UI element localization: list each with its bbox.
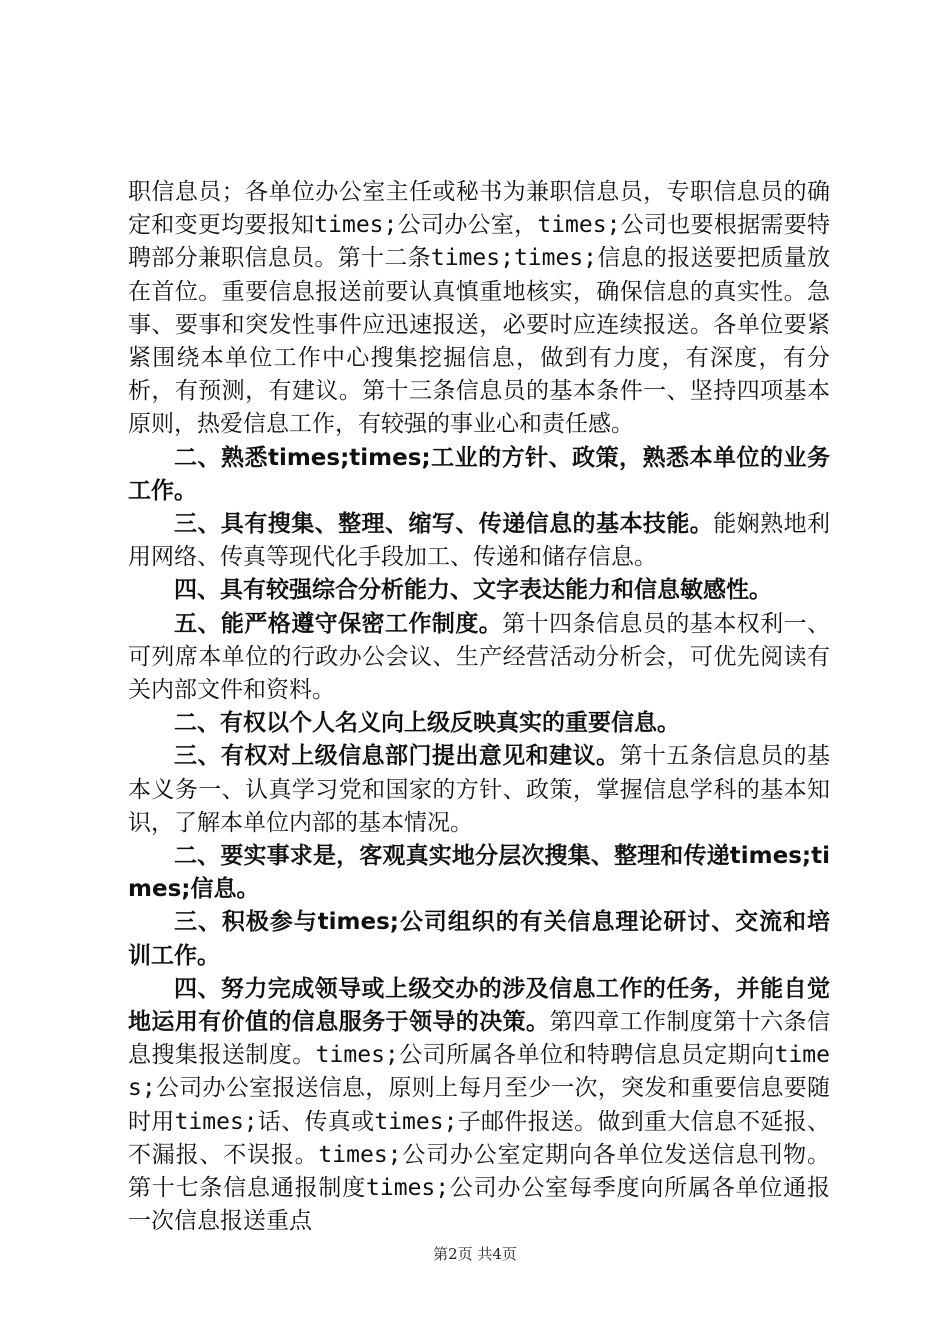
paragraph-text: 能娴熟地利用网络、传真等现代化手段加工、传递和储存信息。 <box>128 511 831 571</box>
paragraph <box>128 973 830 1239</box>
paragraph-heading: 二、有权以个人名义向上级反映真实的重要信息。 <box>174 710 680 737</box>
paragraph <box>128 176 830 442</box>
paragraph-heading: 三、积极参与times;公司组织的有关信息理论研讨、交流和培训工作。 <box>128 909 830 969</box>
paragraph <box>128 508 830 574</box>
paragraph-heading: 四、努力完成领导或上级交办的涉及信息工作的任务，并能自觉地运用有价值的信息服务于领导的决策。 <box>128 975 830 1036</box>
paragraph-heading: 四、具有较强综合分析能力、文字表达能力和信息敏感性。 <box>174 577 772 604</box>
paragraph-heading: 三、有权对上级信息部门提出意见和建议。 <box>174 743 620 770</box>
page-number: 第2页 共4页 <box>433 1245 517 1263</box>
paragraph-text: 第四章工作制度第十六条信息搜集报送制度。times;公司所属各单位和特聘信息员定期向times;公司办公室报送信息，原则上每月至少一次，突发和重要信息要随时用times;话、传真或times;子邮件报送。做到重大信息不延报、不漏报、不误报。times;公司办公室定期向各单位发送信息刊物。第十七条信息通报制度times;公司办公室每季度向所属各单位通报一次信息报送重点 <box>128 1009 831 1235</box>
paragraph-text: 第十四条信息员的基本权利一、可列席本单位的行政办公会议、生产经营活动分析会，可优先阅读有关内部文件和资料。 <box>128 610 831 704</box>
paragraph <box>128 840 830 906</box>
paragraph-text: 第十五条信息员的基本义务一、认真学习党和国家的方针、政策，掌握信息学科的基本知识，了解本单位内部的基本情况。 <box>128 743 831 836</box>
page-footer <box>0 1243 950 1264</box>
paragraph-heading: 二、熟悉times;times;工业的方针、政策，熟悉本单位的业务工作。 <box>128 444 830 504</box>
paragraph <box>128 574 830 607</box>
paragraph-heading: 三、具有搜集、整理、缩写、传递信息的基本技能。 <box>174 511 714 538</box>
paragraph <box>128 608 830 708</box>
paragraph <box>128 906 830 972</box>
paragraph <box>128 442 830 508</box>
paragraph <box>128 707 830 740</box>
paragraph-heading: 五、能严格遵守保密工作制度。 <box>174 610 503 637</box>
paragraph <box>128 740 830 840</box>
document-body <box>128 176 830 1239</box>
paragraph-heading: 二、要实事求是，客观真实地分层次搜集、整理和传递times;times;信息。 <box>128 843 830 903</box>
paragraph-text: 职信息员；各单位办公室主任或秘书为兼职信息员，专职信息员的确定和变更均要报知times;公司办公室，times;公司也要根据需要特聘部分兼职信息员。第十二条times;times;信息的报送要把质量放在首位。重要信息报送前要认真慎重地核实，确保信息的真实性。急事、要事和突发性事件应迅速报送，必要时应连续报送。各单位要紧紧围绕本单位工作中心搜集挖掘信息，做到有力度，有深度，有分析，有预测，有建议。第十三条信息员的基本条件一、坚持四项基本原则，热爱信息工作，有较强的事业心和责任感。 <box>128 179 830 438</box>
